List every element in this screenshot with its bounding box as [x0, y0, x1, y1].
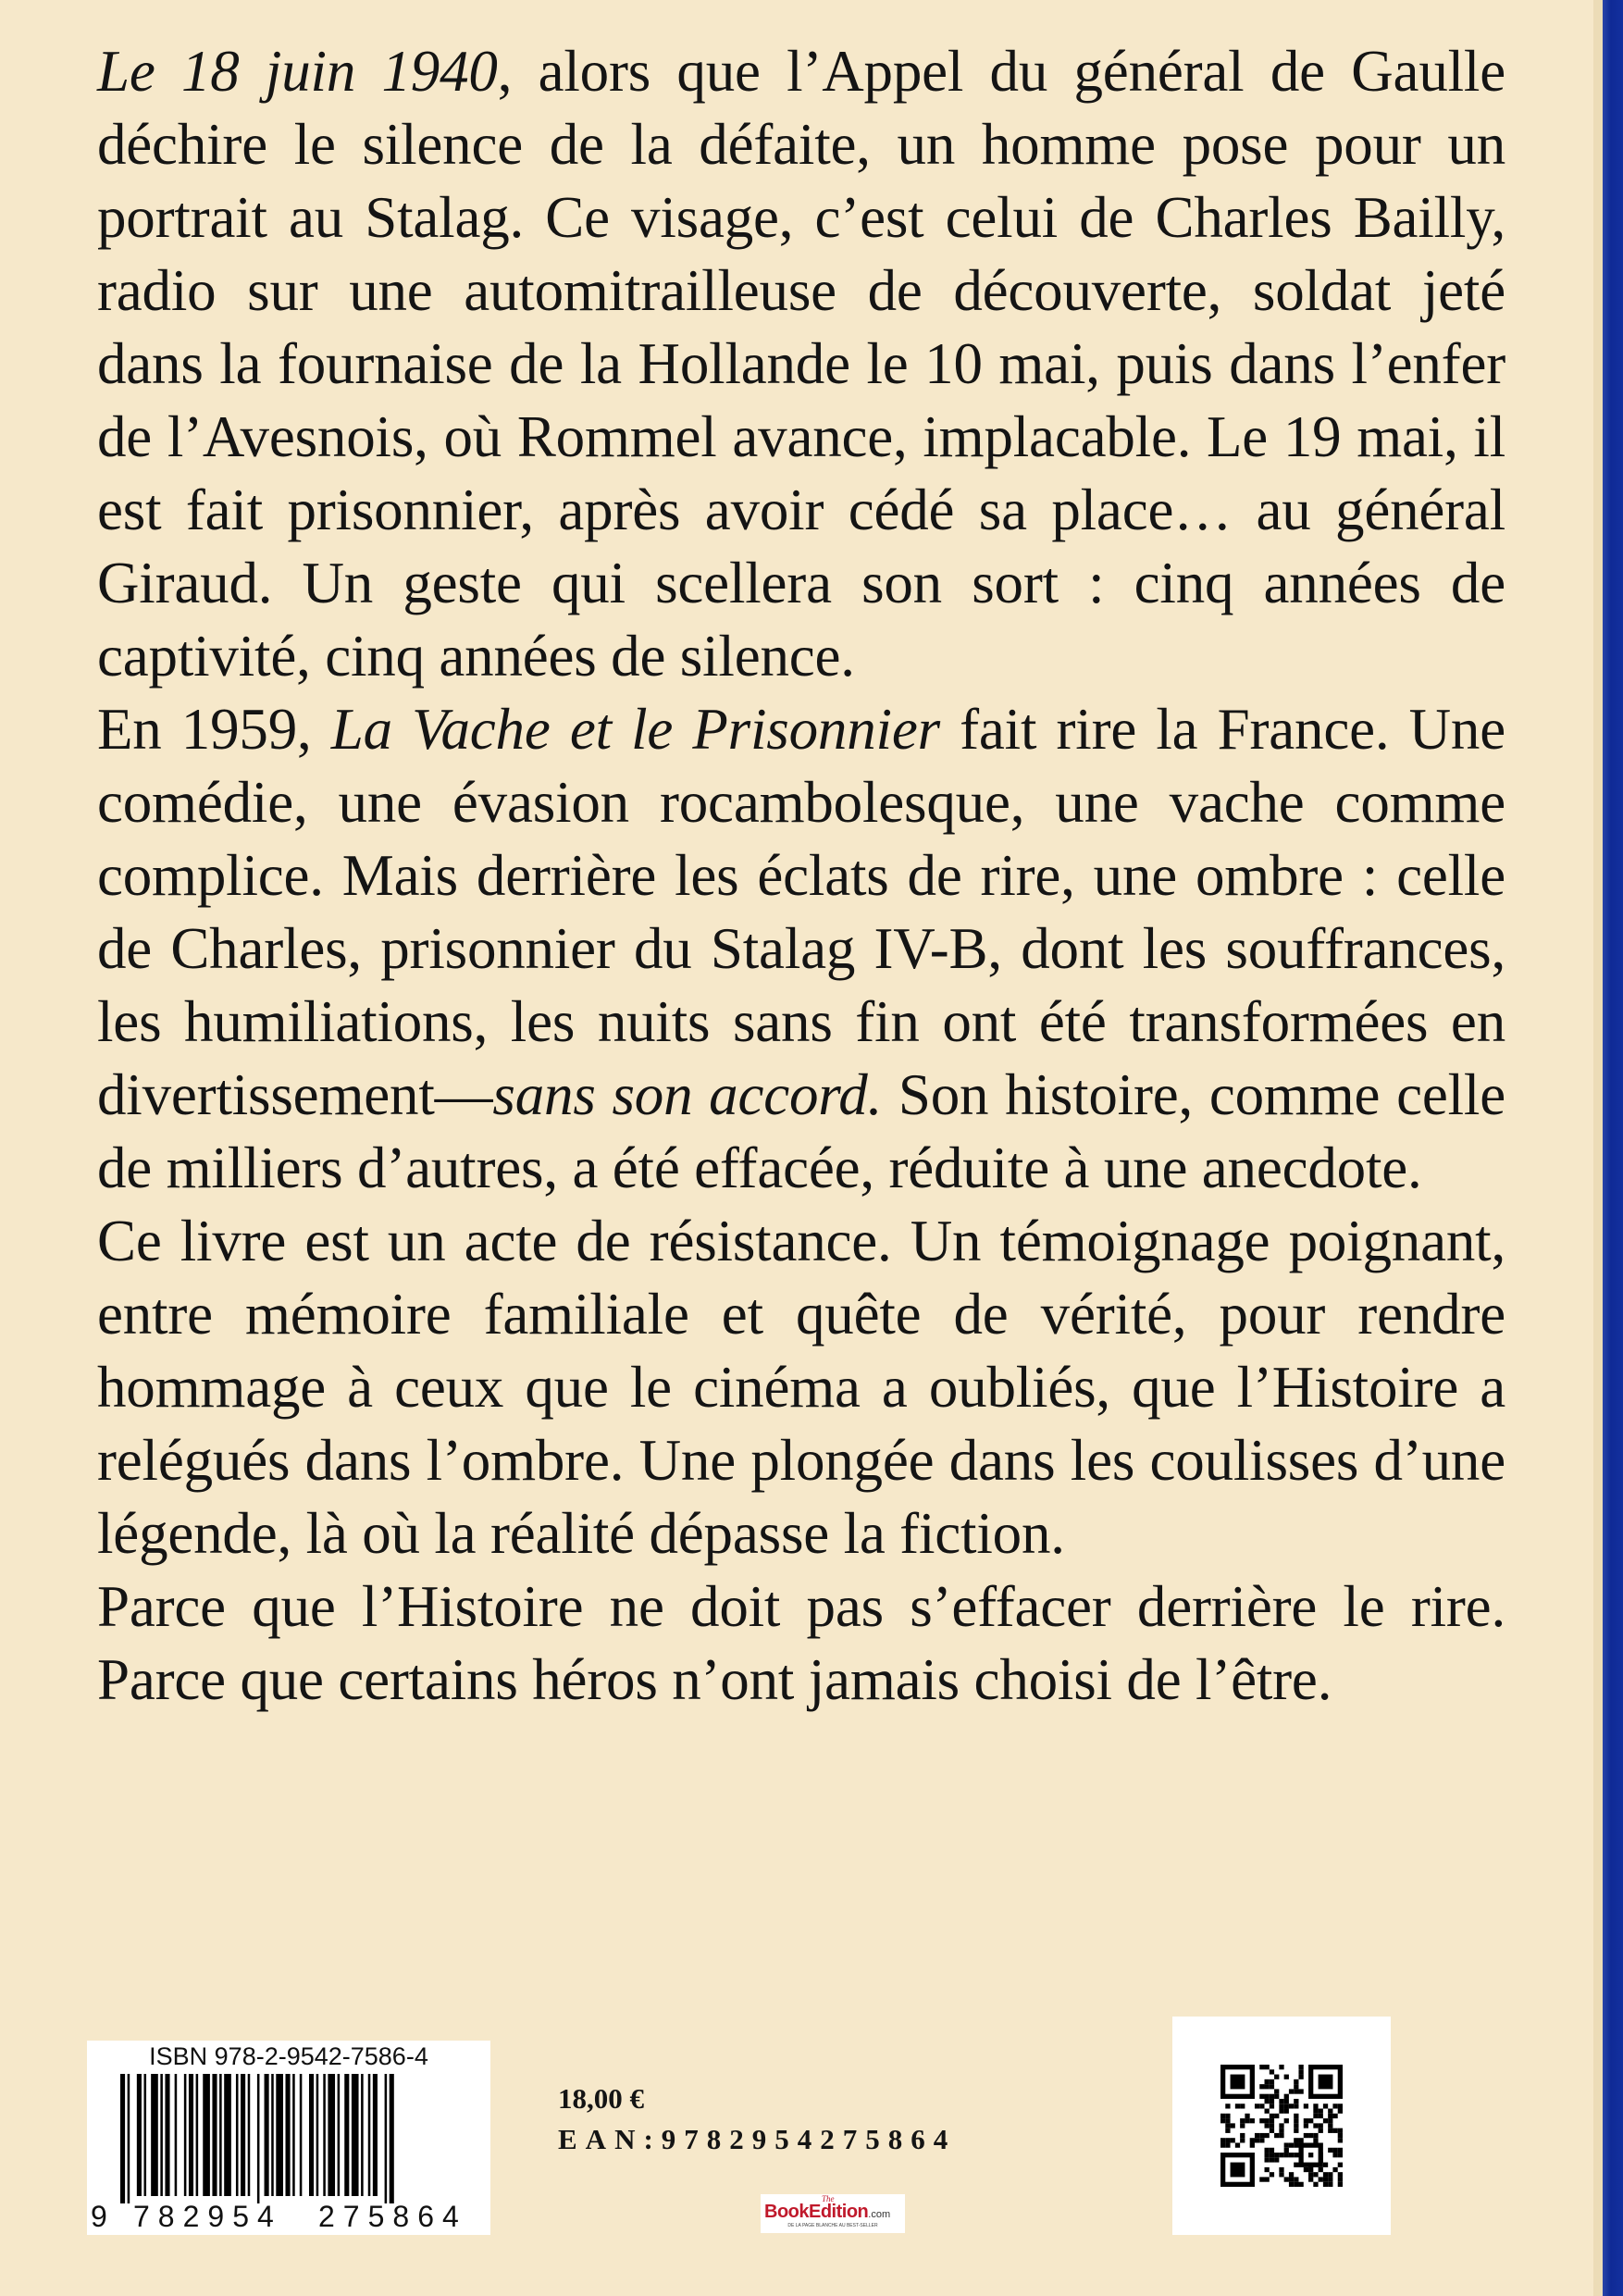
barcode-bar: [286, 2074, 291, 2196]
qr-module: [1294, 2114, 1298, 2118]
qr-module: [1265, 2084, 1270, 2089]
qr-module: [1270, 2118, 1274, 2123]
qr-module: [1274, 2094, 1279, 2099]
barcode-bar: [128, 2074, 130, 2203]
qr-module: [1294, 2089, 1298, 2093]
barcode-bar: [368, 2074, 371, 2196]
barcode-bar: [328, 2074, 335, 2196]
qr-module: [1304, 2167, 1308, 2172]
qr-module: [1332, 2153, 1337, 2157]
qr-module: [1289, 2104, 1294, 2108]
qr-module: [1245, 2114, 1249, 2118]
qr-module: [1294, 2084, 1298, 2089]
qr-module: [1274, 2133, 1279, 2138]
barcode-bar: [189, 2074, 193, 2196]
qr-module: [1284, 2118, 1289, 2123]
qr-module: [1298, 2138, 1303, 2142]
qr-module: [1240, 2138, 1245, 2142]
qr-module: [1279, 2065, 1283, 2069]
qr-module: [1284, 2109, 1289, 2114]
qr-module: [1265, 2177, 1270, 2181]
qr-module: [1332, 2128, 1337, 2133]
barcode-bar: [323, 2074, 326, 2196]
qr-module: [1284, 2153, 1289, 2157]
qr-module: [1298, 2182, 1303, 2187]
qr-module: [1328, 2177, 1332, 2181]
qr-module: [1231, 2123, 1235, 2128]
film-title-italic: La Vache et le Prisonnier: [330, 697, 940, 762]
qr-module: [1313, 2182, 1318, 2187]
qr-module: [1279, 2128, 1283, 2133]
barcode-bar: [175, 2074, 178, 2196]
blurb-paragraph-4: Parce que l’Histoire ne doit pas s’effacer derrière le rire. Parce que certains héros n’ont jamais choisi de l’être.: [97, 1574, 1505, 1712]
qr-module: [1294, 2079, 1298, 2084]
barcode-bar: [344, 2074, 349, 2196]
qr-module: [1289, 2089, 1294, 2093]
qr-module: [1284, 2099, 1289, 2104]
barcode-bar: [276, 2074, 283, 2196]
qr-module: [1279, 2172, 1283, 2177]
qr-module: [1319, 2167, 1323, 2172]
qr-module: [1304, 2133, 1308, 2138]
barcode-bar: [248, 2074, 251, 2196]
qr-module: [1225, 2123, 1230, 2128]
barcode-bar: [265, 2074, 269, 2196]
barcode-bar: [241, 2074, 245, 2196]
qr-module: [1294, 2142, 1298, 2147]
qr-module: [1313, 2109, 1318, 2114]
isbn-label: ISBN 978-2-9542-7586-4: [149, 2042, 428, 2070]
qr-module: [1294, 2123, 1298, 2128]
qr-module: [1298, 2065, 1303, 2069]
qr-module: [1308, 2153, 1313, 2157]
barcode-bar: [373, 2074, 378, 2196]
qr-module: [1225, 2128, 1230, 2133]
qr-module: [1270, 2104, 1274, 2108]
qr-module: [1265, 2157, 1270, 2162]
barcode-bar: [390, 2074, 394, 2203]
barcode-bar: [309, 2074, 314, 2196]
blurb-paragraph-3: Ce livre est un acte de résistance. Un témoignage poignant, entre mémoire familiale et quête de vérité, pour rendre hommage à ceux que le cinéma a oubliés, que l’Histoire a relégués dans l’ombre. Une plongée dans les coulisses d’une légende, là où la réalité dépasse la fiction.: [97, 1209, 1505, 1566]
qr-module: [1279, 2099, 1283, 2104]
qr-module: [1265, 2148, 1270, 2153]
qr-module: [1240, 2123, 1245, 2128]
qr-module: [1328, 2123, 1332, 2128]
qr-module: [1270, 2123, 1274, 2128]
qr-module: [1270, 2099, 1274, 2104]
qr-module: [1313, 2123, 1318, 2128]
barcode-bar: [352, 2074, 359, 2196]
barcode-bar: [224, 2074, 231, 2196]
qr-module: [1338, 2153, 1343, 2157]
qr-module: [1255, 2138, 1259, 2142]
qr-module: [1338, 2163, 1343, 2167]
qr-module: [1284, 2148, 1289, 2153]
logo-tagline: DE LA PAGE BLANCHE AU BEST-SELLER: [787, 2223, 878, 2228]
barcode-digits-right: 275864: [318, 2200, 467, 2233]
qr-module: [1235, 2142, 1240, 2147]
price: 18,00 €: [558, 2082, 644, 2115]
qr-module: [1294, 2153, 1298, 2157]
qr-module: [1220, 2138, 1225, 2142]
qr-module: [1265, 2065, 1270, 2069]
qr-module: [1265, 2094, 1270, 2099]
qr-module: [1265, 2153, 1270, 2157]
qr-module: [1259, 2133, 1264, 2138]
qr-module: [1332, 2167, 1337, 2172]
qr-module: [1270, 2114, 1274, 2118]
spine-bar: [1603, 0, 1623, 2296]
barcode-bar: [144, 2074, 147, 2196]
qr-module: [1250, 2142, 1255, 2147]
isbn-barcode: [87, 2041, 490, 2235]
qr-module: [1270, 2069, 1274, 2074]
qr-module: [1332, 2148, 1337, 2153]
qr-module: [1289, 2142, 1294, 2147]
qr-module: [1259, 2065, 1264, 2069]
sans-son-accord-italic: sans son accord.: [492, 1062, 883, 1127]
barcode-bar: [137, 2074, 142, 2196]
qr-module: [1225, 2104, 1230, 2108]
barcode-bar: [316, 2074, 319, 2196]
barcode-bar: [236, 2074, 239, 2196]
qr-module: [1279, 2123, 1283, 2128]
qr-module: [1338, 2138, 1343, 2142]
qr-module: [1308, 2177, 1313, 2181]
qr-module: [1274, 2157, 1279, 2162]
qr-module: [1259, 2138, 1264, 2142]
qr-module: [1294, 2099, 1298, 2104]
qr-module: [1225, 2114, 1230, 2118]
blurb-paragraph-2: En 1959, La Vache et le Prisonnier fait rire la France. Une comédie, une évasion rocambolesque, une vache comme complice. Mais derrière les éclats de rire, une ombre : celle de Charles, prisonnier du Stalag IV-B, dont les souffrances, les humiliations, les nuits sans fin ont été transformées en divertissement—sans son accord. Son histoire, comme celle de milliers d’autres, a été effacée, réduite à une anecdote.: [97, 697, 1505, 1200]
qr-module: [1270, 2079, 1274, 2084]
qr-module: [1284, 2094, 1289, 2099]
barcode-digit-first: 9: [91, 2200, 107, 2233]
barcode-bar: [120, 2074, 125, 2203]
barcode-bar: [338, 2074, 341, 2196]
date-italic: Le 18 juin 1940: [97, 39, 498, 104]
qr-module: [1313, 2138, 1318, 2142]
qr-module: [1319, 2109, 1323, 2114]
qr-module: [1323, 2163, 1328, 2167]
publisher-logo: [761, 2194, 905, 2233]
qr-module: [1308, 2118, 1313, 2123]
qr-module: [1323, 2118, 1328, 2123]
barcode-bar: [212, 2074, 217, 2196]
qr-code-icon: [1220, 2065, 1343, 2187]
barcode-bar: [292, 2074, 295, 2196]
qr-module: [1279, 2104, 1283, 2108]
qr-module: [1259, 2177, 1264, 2181]
qr-module: [1274, 2114, 1279, 2118]
qr-module: [1279, 2133, 1283, 2138]
qr-module: [1289, 2153, 1294, 2157]
qr-module: [1259, 2084, 1264, 2089]
qr-module: [1319, 2177, 1323, 2181]
qr-module: [1279, 2167, 1283, 2172]
qr-module: [1313, 2172, 1318, 2177]
barcode-bar: [300, 2074, 303, 2196]
qr-module: [1265, 2167, 1270, 2172]
qr-module: [1308, 2167, 1313, 2172]
qr-module: [1294, 2104, 1298, 2108]
qr-module: [1308, 2133, 1313, 2138]
qr-module: [1338, 2104, 1343, 2108]
qr-module: [1294, 2138, 1298, 2142]
qr-module: [1332, 2104, 1337, 2108]
qr-module: [1294, 2163, 1298, 2167]
qr-module: [1270, 2157, 1274, 2162]
qr-module: [1338, 2109, 1343, 2114]
barcode-bar: [196, 2074, 199, 2196]
qr-module: [1313, 2133, 1318, 2138]
qr-module: [1259, 2118, 1264, 2123]
qr-module: [1313, 2104, 1318, 2108]
qr-module: [1328, 2182, 1332, 2187]
qr-module: [1270, 2094, 1274, 2099]
ean-code: EAN:9782954275864: [558, 2123, 957, 2155]
qr-module: [1323, 2172, 1328, 2177]
barcode-bar: [257, 2074, 260, 2203]
qr-module: [1338, 2182, 1343, 2187]
barcode-bar: [203, 2074, 210, 2196]
qr-module: [1338, 2128, 1343, 2133]
qr-module: [1323, 2104, 1328, 2108]
qr-module: [1308, 2172, 1313, 2177]
barcode-digits-left: 782954: [133, 2200, 282, 2233]
qr-module: [1259, 2094, 1264, 2099]
qr-module: [1298, 2069, 1303, 2074]
qr-module: [1298, 2075, 1303, 2079]
qr-module: [1304, 2118, 1308, 2123]
barcode-bar: [184, 2074, 187, 2196]
barcode-bar: [165, 2074, 169, 2196]
spine-edge: [1593, 0, 1603, 2296]
qr-module: [1319, 2128, 1323, 2133]
qr-module: [1338, 2148, 1343, 2153]
qr-module: [1274, 2075, 1279, 2079]
qr-module: [1319, 2123, 1323, 2128]
qr-module: [1284, 2075, 1289, 2079]
qr-module: [1265, 2099, 1270, 2104]
qr-module: [1289, 2182, 1294, 2187]
qr-module: [1231, 2075, 1245, 2090]
qr-module: [1279, 2109, 1283, 2114]
qr-module: [1274, 2153, 1279, 2157]
qr-module: [1313, 2114, 1318, 2118]
qr-module: [1220, 2118, 1225, 2123]
qr-module: [1231, 2163, 1245, 2178]
qr-module: [1259, 2104, 1264, 2108]
qr-module: [1328, 2114, 1332, 2118]
qr-module: [1245, 2118, 1249, 2123]
back-cover-blurb: [97, 35, 1505, 1717]
qr-module: [1270, 2148, 1274, 2153]
qr-module: [1220, 2114, 1225, 2118]
qr-module: [1328, 2109, 1332, 2114]
barcode-icon: [120, 2074, 463, 2203]
qr-module: [1270, 2084, 1274, 2089]
qr-module: [1265, 2109, 1270, 2114]
qr-module: [1294, 2118, 1298, 2123]
qr-module: [1240, 2133, 1245, 2138]
qr-module: [1284, 2104, 1289, 2108]
qr-module: [1255, 2133, 1259, 2138]
blurb-paragraph-1: Le 18 juin 1940, alors que l’Appel du général de Gaulle déchire le silence de la défaite, un homme pose pour un portrait au Stalag. Ce visage, c’est celui de Charles Bailly, radio sur une automitrailleuse de découverte, soldat jeté dans la fournaise de la Hollande le 10 mai, puis dans l’enfer de l’Avesnois, où Rommel avance, implacable. Le 19 mai, il est fait prisonnier, après avoir cédé sa place… au général Giraud. Un geste qui scellera son sort : cinq années de captivité, cinq années de silence.: [97, 39, 1505, 689]
qr-module: [1338, 2172, 1343, 2177]
qr-module: [1294, 2128, 1298, 2133]
qr-module: [1328, 2148, 1332, 2153]
qr-module: [1284, 2142, 1289, 2147]
barcode-bar: [385, 2074, 388, 2203]
barcode-bar: [151, 2074, 158, 2196]
qr-module: [1323, 2177, 1328, 2181]
qr-module: [1250, 2118, 1255, 2123]
qr-module: [1265, 2123, 1270, 2128]
barcode-digits: [87, 2201, 490, 2232]
logo-name: BookEdition.com: [764, 2202, 891, 2222]
qr-module: [1235, 2104, 1240, 2108]
qr-module: [1240, 2104, 1245, 2108]
qr-module: [1338, 2177, 1343, 2181]
qr-module: [1294, 2182, 1298, 2187]
qr-module: [1265, 2079, 1270, 2084]
qr-code: [1172, 2017, 1391, 2235]
barcode-bar: [219, 2074, 222, 2196]
qr-module: [1274, 2089, 1279, 2093]
qr-module: [1328, 2128, 1332, 2133]
qr-module: [1220, 2142, 1225, 2147]
qr-module: [1332, 2114, 1337, 2118]
qr-module: [1298, 2089, 1303, 2093]
qr-module: [1323, 2182, 1328, 2187]
qr-module: [1338, 2133, 1343, 2138]
qr-module: [1225, 2118, 1230, 2123]
qr-module: [1231, 2138, 1235, 2142]
qr-module: [1270, 2128, 1274, 2133]
qr-module: [1319, 2114, 1323, 2118]
qr-module: [1304, 2123, 1308, 2128]
qr-module: [1279, 2153, 1283, 2157]
qr-module: [1328, 2118, 1332, 2123]
qr-module: [1225, 2142, 1230, 2147]
qr-module: [1304, 2104, 1308, 2108]
qr-module: [1270, 2172, 1274, 2177]
barcode-bar: [271, 2074, 274, 2196]
qr-module: [1240, 2118, 1245, 2123]
barcode-bar: [361, 2074, 364, 2196]
qr-module: [1255, 2104, 1259, 2108]
qr-module: [1284, 2177, 1289, 2181]
qr-module: [1265, 2118, 1270, 2123]
qr-module: [1294, 2177, 1298, 2181]
qr-module: [1289, 2172, 1294, 2177]
qr-module: [1225, 2138, 1230, 2142]
qr-module: [1328, 2172, 1332, 2177]
barcode-bar: [160, 2074, 163, 2196]
qr-module: [1250, 2138, 1255, 2142]
qr-module: [1265, 2133, 1270, 2138]
logo-the: The: [822, 2194, 835, 2203]
qr-module: [1319, 2075, 1333, 2090]
qr-module: [1289, 2177, 1294, 2181]
qr-module: [1270, 2153, 1274, 2157]
